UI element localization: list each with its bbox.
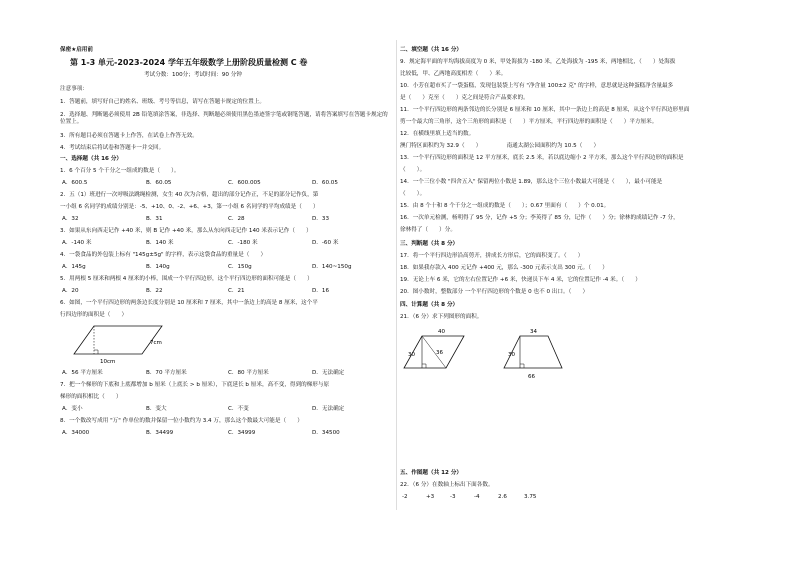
option-b: B．70 平方厘米 [146, 370, 187, 376]
text-line: 15．由 8 个十和 8 个千分之一组成的数是（ ）；0.67 里面有（ ）个 0.01。 [400, 203, 610, 209]
option-d: D．无法确定 [312, 370, 345, 376]
figure-label-bottom: 10cm [100, 359, 116, 365]
option-c: C．150g [228, 264, 252, 270]
right-column [400, 0, 740, 562]
section-heading: 二、填空题（共 16 分） [400, 47, 463, 53]
option-a: A．145g [62, 264, 86, 270]
section-heading: 三、判断题（共 8 分） [400, 241, 459, 247]
question-stem: 4．一袋食品的外包装上标有 "145g±5g" 的字样，表示这袋食品的重量是（ ） [60, 252, 267, 258]
question-stem: 8．一个数改写成用 "万" 作单位的数并保留一位小数约为 3.4 万，那么这个数最大可能是（ ） [60, 418, 303, 424]
option-d: D．16 [312, 288, 330, 294]
text-line: 18．如果我存款入 400 元记作 +400 元，那么 -300 元表示支出 300 元。（ ） [400, 265, 608, 271]
text-line: 20．图小数时，整数部分 一个平行四边形的个数是 0 也不 0 出口。（ ） [400, 289, 589, 295]
exam-info: 考试分数：100分；考试时间：90 分钟 [144, 72, 242, 78]
option-a: A．32 [62, 216, 79, 222]
text-line: 徐林得了（ ）分。 [400, 227, 456, 233]
text-line: 17．将一个平行四边形沿高剪开，拼成长方形后，它的面积变了。（ ） [400, 253, 584, 259]
text-line: 22．（6 分）在数轴上标出下面各数。 [400, 482, 494, 488]
question-stem-cont: 梯形的面积相比（ ） [60, 394, 122, 400]
text-line: 19．无论上车 6 米，它的左右位置记作 +6 米，快递员下车 4 米，它的位置记作 -4 米。（ ） [400, 277, 641, 283]
note-item: 4．考试结束后将试卷和答题卡一并交回。 [60, 145, 165, 151]
number-item: -4 [474, 494, 480, 500]
question-stem: 3．如果从东向西走记作 +40 米，则 B 记作 +40 米，那么从东向西走记作 140 米表示记作（ ） [60, 228, 312, 234]
option-b: B．22 [146, 288, 163, 294]
number-item: 3.75 [524, 494, 537, 500]
section-heading: 一、选择题（共 16 分） [60, 156, 123, 162]
page-title: 第 1-3 单元-2023-2024 学年五年级数学上册阶段质量检测 C 卷 [70, 58, 308, 67]
option-b: B．60.05 [146, 180, 172, 186]
text-line: （ ）。 [400, 191, 426, 197]
text-line: 11．一个平行四边形的两条邻边的长分别是 6 厘米和 10 厘米，其中一条边上的高是 8 厘米，从这个平行四边形里面 [400, 107, 690, 113]
option-c: C．28 [228, 216, 245, 222]
text-line: 14．一个三位小数 "四舍五入" 保留两位小数是 1.89，那么这个三位小数最大可能是（ ），最小可能是 [400, 179, 663, 185]
text-line: 13．一个平行四边形的面积是 12 平方厘米，底长 2.5 米，若以底边缩小 2 平方米，那么这个平行四边形的面积是 [400, 155, 684, 161]
number-item: +3 [426, 494, 435, 500]
option-a: A．变小 [62, 406, 83, 412]
notes-heading: 注意事项： [60, 86, 88, 92]
text-line: 澳门特区面积约为 32.9（ ） 南通太湖公园面积约为 10.5（ ） [400, 143, 600, 149]
figure-label-side: 7cm [150, 340, 162, 346]
number-item: -3 [450, 494, 456, 500]
text-line: 9．规定海平面的平均海拔高度为 0 米，甲处海拔为 -180 米，乙处海拔为 -195 米，两地相比，（ ）处海拔 [400, 59, 676, 65]
option-b: B．34499 [146, 430, 174, 436]
option-d: D．34500 [312, 430, 340, 436]
fig2-top-label: 34 [530, 329, 537, 335]
option-b: B．140 米 [146, 240, 174, 246]
question-stem: 2．五（1）班进行一次呼吸法跳绳检测，女生 40 次为合格，超出的部分记作正，不足的部分记作负，第 [60, 192, 319, 198]
text-line: （ ）。 [400, 167, 426, 173]
question-stem-cont: 行四边形的面积是（ ） [60, 312, 128, 318]
fig1-side-label: 30 [408, 352, 415, 358]
option-c: C．600.005 [228, 180, 261, 186]
number-item: -2 [402, 494, 408, 500]
option-c: C．34999 [228, 430, 256, 436]
option-d: D．33 [312, 216, 330, 222]
option-d: D．-60 米 [312, 240, 339, 246]
area-figures [402, 326, 582, 388]
option-c: C．21 [228, 288, 245, 294]
question-stem: 1．6 个百分 5 个千分之一组成的数是（ ）。 [60, 168, 180, 174]
text-line: 21．（6 分）求下列图形的面积。 [400, 314, 483, 320]
note-item: 1．答题前，填写好自己的姓名、班级、考号等信息，请写在答题卡规定的位置上。 [60, 99, 265, 105]
text-line: 10．小芳在超市买了一袋蛋糕，发现包装袋上写有 "净含量 100±2 克" 的字样，意思就是这种蛋糕净含量最多 [400, 83, 674, 89]
question-stem: 6．如图，一个平行四边形的两条边长度分别是 10 厘米和 7 厘米，其中一条边上的高是 8 厘米，这个平 [60, 300, 318, 306]
text-line: 16．一次单元检测，杨明得了 95 分，记作 +5 分；李英得了 85 分，记作（ ）分；徐林的成绩记作 -7 分， [400, 215, 679, 221]
option-b: B．31 [146, 216, 163, 222]
text-line: 是（ ）克至（ ）克之间是符合产品要求的。 [400, 95, 529, 101]
option-a: A．56 平方厘米 [62, 370, 103, 376]
column-divider [396, 40, 397, 510]
option-c: C．-180 米 [228, 240, 258, 246]
option-d: D．140~150g [312, 264, 352, 270]
left-column [60, 0, 400, 562]
fig1-top-label: 40 [438, 329, 445, 335]
text-line: 比较低，甲、乙两地高度相差（ ）米。 [400, 71, 507, 77]
question-stem-cont: 一小组 6 名同学的成绩分别是：-5、+10、0、-2、+6、+3，第一小组 6 名同学的平均成绩是（ ） [60, 204, 319, 210]
note-item: 3．所有题目必须在答题卡上作答，在试卷上作答无效。 [60, 133, 198, 139]
option-d: D．无法确定 [312, 406, 345, 412]
text-line: 剪一个最大的三角形，这个三角形的面积是（ ）平方厘米，平行四边形的面积是（ ）平方厘米。 [400, 119, 658, 125]
section-heading: 四、计算题（共 8 分） [400, 302, 459, 308]
option-a: A．20 [62, 288, 79, 294]
question-stem: 7．把一个梯形的下底和上底都增加 b 厘米（上底长 > b 厘米），下底延长 b 厘米，高不变，得到的梯形与原 [60, 382, 330, 388]
option-a: A．600.5 [62, 180, 88, 186]
option-d: D．60.05 [312, 180, 338, 186]
option-a: A．34000 [62, 430, 90, 436]
fig2-side-label: 30 [508, 352, 515, 358]
option-c: C．80 平方厘米 [228, 370, 269, 376]
option-c: C．不变 [228, 406, 249, 412]
text-line: 12．在横线里填上适当的数。 [400, 131, 475, 137]
secret-label: 保密★启用前 [60, 47, 93, 53]
number-item: 2.6 [498, 494, 507, 500]
fig1-slant-label: 36 [436, 350, 443, 356]
option-b: B．140g [146, 264, 170, 270]
fig2-bottom-label: 66 [528, 374, 535, 380]
section-heading: 五、作图题（共 12 分） [400, 470, 463, 476]
parallelogram-figure [70, 322, 170, 368]
note-item: 2．选择题、判断题必须使用 2B 铅笔填涂答案，非选择、判断题必须使用黑色墨迹签字笔或钢笔答题，请将答案填写在答题卡规定的位置上。 [60, 112, 388, 125]
question-stem: 5．用两根 5 厘米和两根 4 厘米的小棒，围成一个平行四边形，这个平行四边形的面积可能是（ ） [60, 276, 313, 282]
option-b: B．变大 [146, 406, 167, 412]
option-a: A．-140 米 [62, 240, 92, 246]
